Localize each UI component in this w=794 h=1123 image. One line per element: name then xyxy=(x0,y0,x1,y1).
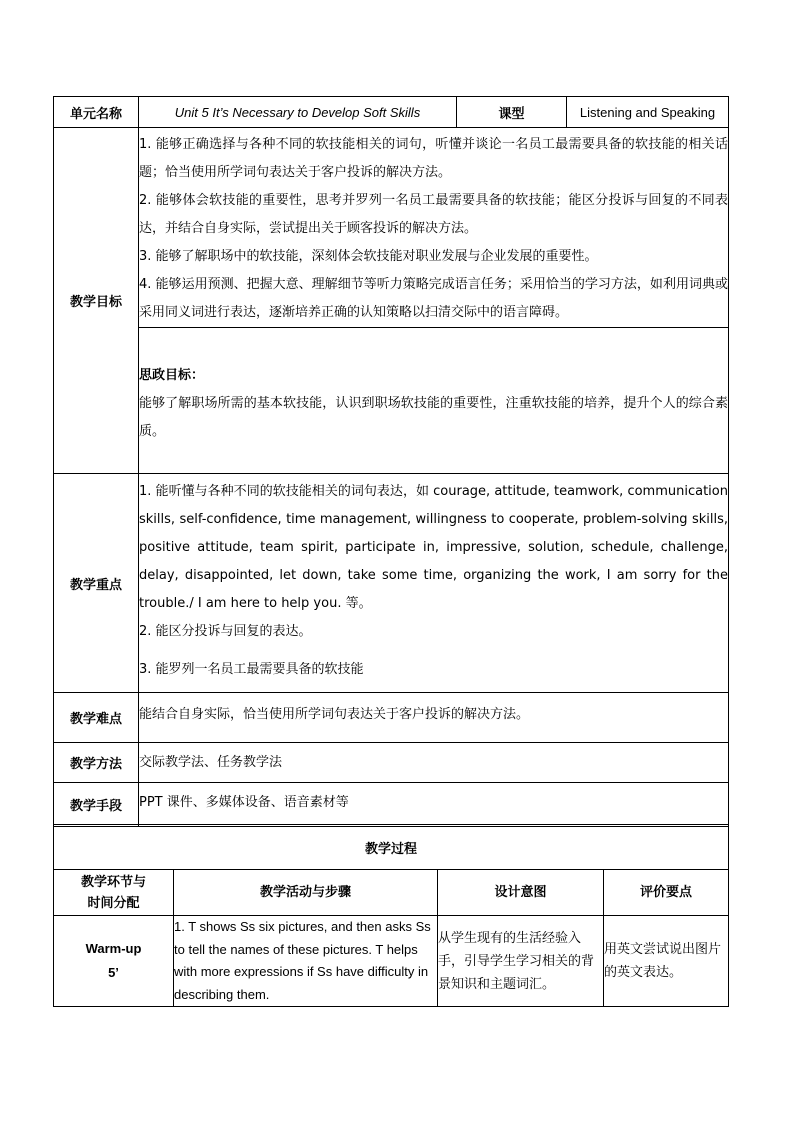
unit-label: 单元名称 xyxy=(54,97,139,128)
objectives-label: 教学目标 xyxy=(54,128,139,474)
lesson-plan-table xyxy=(53,96,729,827)
evaluation-cell: 用英文尝试说出图片的英文表达。 xyxy=(604,916,729,1007)
key-points-cell xyxy=(139,474,729,693)
key-point-item: 2. 能区分投诉与回复的表达。 xyxy=(139,624,312,639)
means-text: PPT 课件、多媒体设备、语音素材等 xyxy=(139,783,729,827)
activity-cell: 1. T shows Ss six pictures, and then asks Ss to tell the names of these pictures. T helps with more expressions if Ss have difficulty in describing them. xyxy=(174,916,438,1007)
key-point-item: 3. 能罗列一名员工最需要具备的软技能 xyxy=(139,662,364,677)
type-value: Listening and Speaking xyxy=(567,97,729,128)
table-row xyxy=(54,916,729,1007)
process-header-row xyxy=(54,870,729,916)
objectives-row xyxy=(54,128,729,328)
objective-item: 1. 能够正确选择与各种不同的软技能相关的词句，听懂并谈论一名员工最需要具备的软技能的相关话题；恰当使用所学词句表达关于客户投诉的解决方法。 xyxy=(139,137,728,180)
difficulties-label: 教学难点 xyxy=(54,693,139,743)
ideology-text: 能够了解职场所需的基本软技能，认识到职场软技能的重要性，注重软技能的培养，提升个人的综合素质。 xyxy=(139,396,728,439)
col-header-activity: 教学活动与步骤 xyxy=(174,870,438,916)
stage-time: 5’ xyxy=(108,965,119,980)
col-header-intent: 设计意图 xyxy=(438,870,604,916)
difficulties-text: 能结合自身实际，恰当使用所学词句表达关于客户投诉的解决方法。 xyxy=(139,693,729,743)
objective-item: 4. 能够运用预测、把握大意、理解细节等听力策略完成语言任务；采用恰当的学习方法，如利用词典或采用同义词进行表达，逐渐培养正确的认知策略以扫清交际中的语言障碍。 xyxy=(139,277,728,320)
unit-value: Unit 5 It’s Necessary to Develop Soft Skills xyxy=(139,97,457,128)
ideology-cell xyxy=(139,328,729,474)
process-table xyxy=(53,824,729,1007)
methods-text: 交际教学法、任务教学法 xyxy=(139,743,729,783)
key-point-item: 1. 能听懂与各种不同的软技能相关的词句表达，如 courage, attitude, teamwork, communication skills, self-confidence, time management, willingness to cooperate, problem-solving skills, positive attitude, team spirit, participate in, impressive, solution, schedule, challenge, delay, disappointed, let down, take some time, organizing the work, I am sorry for the trouble./ I am here to help you. 等。 xyxy=(139,484,728,611)
methods-label: 教学方法 xyxy=(54,743,139,783)
key-points-row xyxy=(54,474,729,693)
methods-row xyxy=(54,743,729,783)
col-header-evaluation: 评价要点 xyxy=(604,870,729,916)
ideology-title: 思政目标： xyxy=(139,368,205,383)
stage-name: Warm-up xyxy=(85,941,142,956)
col-header-stage xyxy=(54,870,174,916)
key-points-label: 教学重点 xyxy=(54,474,139,693)
ideology-row xyxy=(54,328,729,474)
process-title: 教学过程 xyxy=(54,825,729,870)
means-row xyxy=(54,783,729,827)
intent-cell: 从学生现有的生活经验入手，引导学生学习相关的背景知识和主题词汇。 xyxy=(438,916,604,1007)
col-header-stage-line2: 时间分配 xyxy=(87,895,140,911)
stage-cell xyxy=(54,916,174,1007)
col-header-stage-line1: 教学环节与 xyxy=(80,874,146,890)
objective-item: 3. 能够了解职场中的软技能，深刻体会软技能对职业发展与企业发展的重要性。 xyxy=(139,249,598,264)
type-label: 课型 xyxy=(457,97,567,128)
process-title-row xyxy=(54,825,729,870)
objectives-cell xyxy=(139,128,729,328)
difficulties-row xyxy=(54,693,729,743)
objective-item: 2. 能够体会软技能的重要性，思考并罗列一名员工最需要具备的软技能；能区分投诉与回复的不同表达，并结合自身实际，尝试提出关于顾客投诉的解决方法。 xyxy=(139,193,728,236)
unit-row xyxy=(54,97,729,128)
means-label: 教学手段 xyxy=(54,783,139,827)
